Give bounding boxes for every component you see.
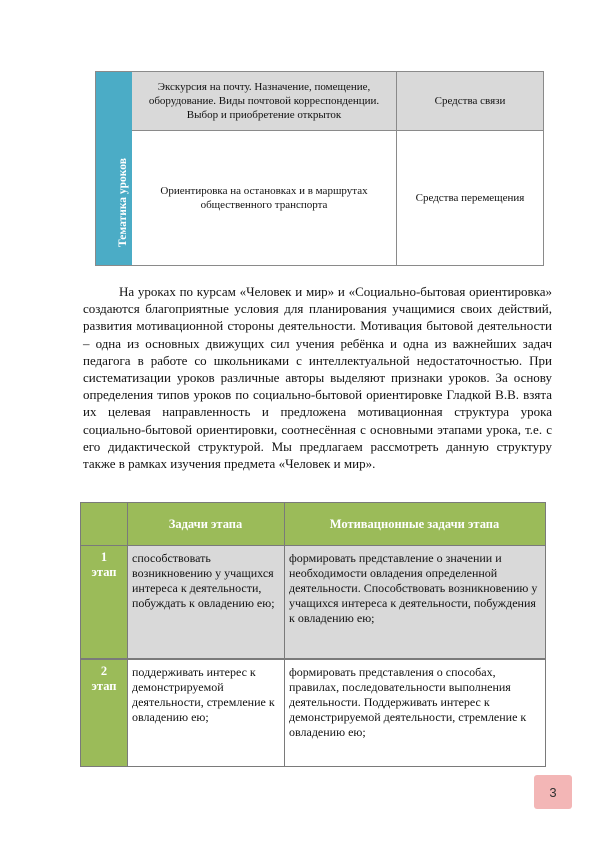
- stage-tasks-cell: способствовать возникновению у учащихся интереса к деятельности, побуждать к овладению ею;: [132, 551, 275, 610]
- stage-number: 1: [100, 550, 108, 564]
- topic-cell: Средства связи: [434, 95, 506, 107]
- topics-side-label-cell: [96, 72, 132, 265]
- stage-motivation-cell: формировать представления о способах, правилах, последовательности выполнения деятельности. Поддерживать интерес к демонстрируемой деятельности, стремление к овладению ею;: [289, 665, 527, 739]
- stage-motivation-cell: формировать представление о значении и необходимости овладения определенной деятельности. Способствовать возникновению у учащихся интереса к деятельности, побуждения к овладению ею;: [289, 551, 538, 625]
- page-number: 3: [534, 775, 572, 809]
- topic-cell: Средства перемещения: [415, 192, 525, 204]
- stage-tasks-cell: поддерживать интерес к демонстрируемой деятельности, стремление к овладению ею;: [132, 665, 275, 724]
- topics-side-label: Тематика уроков: [117, 158, 129, 247]
- stage-label-cell: [81, 660, 127, 766]
- lesson-cell: Ориентировка на остановках и в маршрутах общественного транспорта: [160, 185, 368, 211]
- table-row: [132, 72, 543, 131]
- stage-label-cell: [81, 546, 127, 658]
- column-divider: [396, 72, 397, 265]
- stage-word: этап: [91, 679, 117, 693]
- header-tasks: Задачи этапа: [168, 516, 243, 531]
- stage-word: этап: [91, 565, 117, 579]
- table-row: [132, 131, 543, 265]
- lesson-cell: Экскурсия на почту. Назначение, помещение, оборудование. Виды почтовой корреспонденции. Выбор и приобретение открыток: [148, 81, 380, 121]
- stage-table: [80, 502, 546, 767]
- header-motivation: Мотивацнонные задачи этапа: [329, 516, 500, 531]
- stage-number: 2: [100, 664, 108, 678]
- column-divider: [127, 503, 128, 766]
- topics-table: [95, 71, 544, 266]
- column-divider: [284, 503, 285, 766]
- header-stage: [81, 503, 127, 545]
- body-paragraph: На уроках по курсам «Человек и мир» и «Социально-бытовая ориентировка» создаются благоприятные условия для планирования учащимися своих действий, развития мотивационной стороны деятельности. Мотивация бытовой деятельности – одна из основных движущих сил учения ребёнка и одна из важнейших задач педагога в работе со школьниками с интеллектуальной недостаточностью. При систематизации уроков различные авторы выделяют признаки уроков. За основу определения типов уроков по социально-бытовой ориентировке Гладкой В.В. взята их целевая направленность и предложена мотивационная структура урока социально-бытовой ориентировки, соотнесённая с основными этапами урока, т.е. с его дидактической структурой. Мы предлагаем рассмотреть данную структуру также в рамках изучения предмета «Человек и мир».: [83, 284, 552, 472]
- table-header: [81, 503, 545, 546]
